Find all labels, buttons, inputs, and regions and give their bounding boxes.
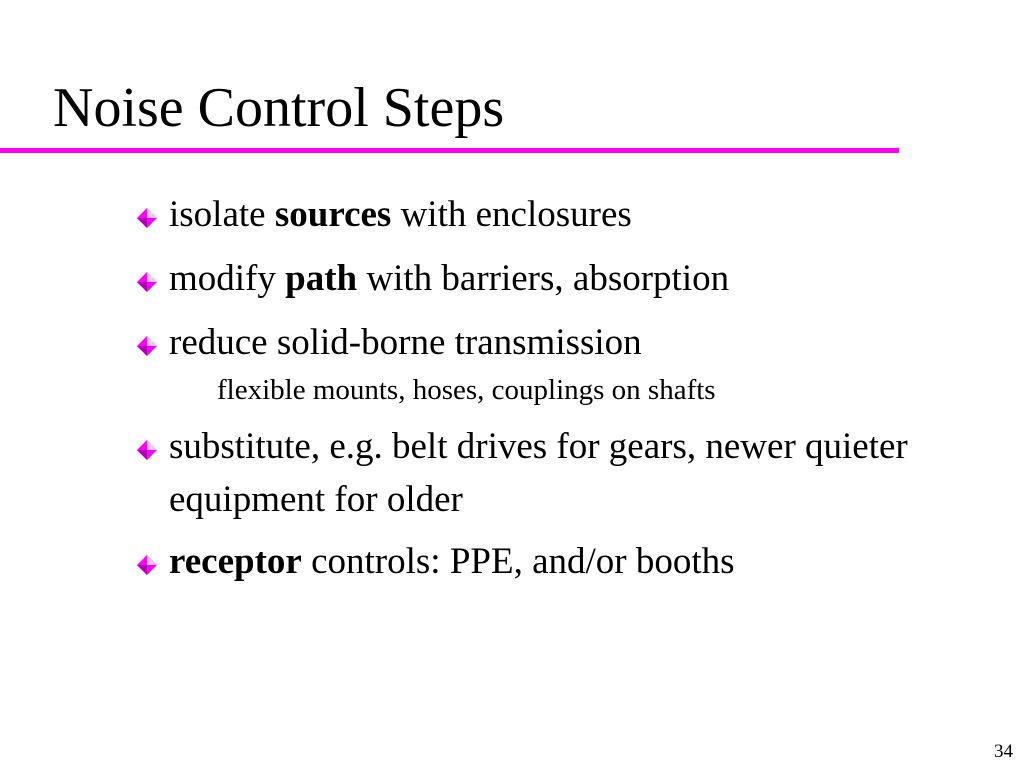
bullet-text: modify — [169, 258, 286, 299]
title-underline — [0, 148, 899, 153]
bullet-text: with enclosures — [391, 194, 632, 235]
slide-title: Noise Control Steps — [53, 77, 505, 139]
bullet-text: isolate — [169, 194, 275, 235]
bullet-item — [134, 316, 964, 369]
diamond-bullet-icon — [136, 271, 158, 293]
bullet-list — [134, 188, 964, 588]
bullet-bold-text: sources — [274, 194, 392, 235]
bullet-item — [134, 188, 964, 241]
sub-bullet-item: flexible mounts, hoses, couplings on shafts — [217, 374, 716, 406]
bullet-bold-text: path — [285, 258, 358, 299]
bullet-bold-text: receptor — [169, 541, 302, 582]
bullet-text: controls: PPE, and/or booths — [301, 541, 735, 582]
diamond-bullet-icon — [136, 439, 158, 461]
diamond-bullet-icon — [136, 207, 158, 229]
bullet-item — [134, 420, 964, 526]
diamond-bullet-icon — [136, 335, 158, 357]
bullet-text: with barriers, absorption — [357, 258, 730, 299]
slide-number: 34 — [994, 741, 1013, 762]
bullet-item — [134, 535, 964, 588]
bullet-item — [134, 252, 964, 305]
bullet-text: reduce solid-borne transmission — [169, 322, 642, 363]
bullet-text: substitute, e.g. belt drives for gears, newer quieter equipment for older — [169, 426, 908, 520]
diamond-bullet-icon — [136, 554, 158, 576]
